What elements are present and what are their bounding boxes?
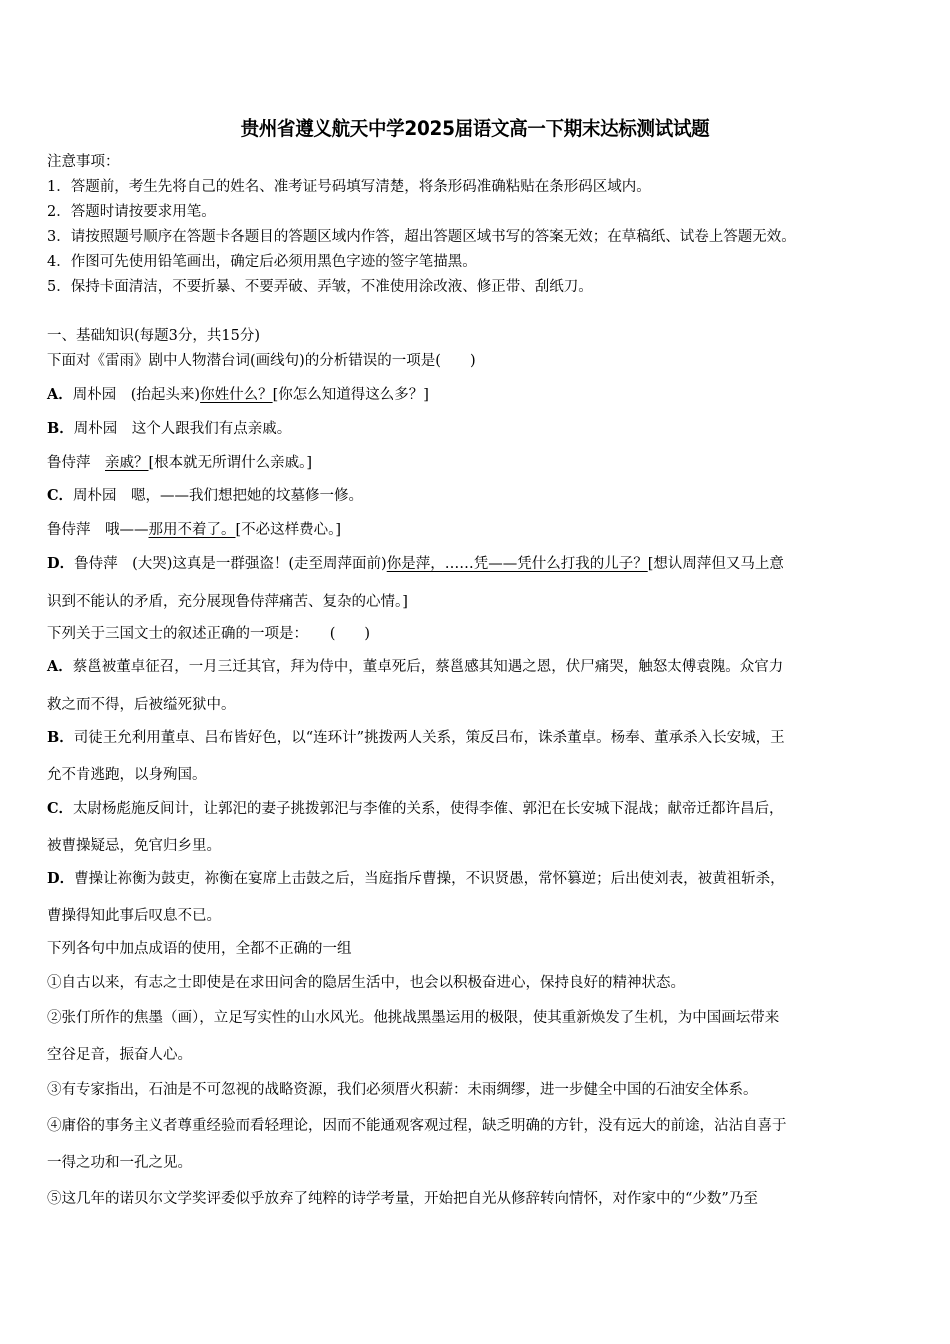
q1-option-b-post: [根本就无所谓什么亲戚。]	[148, 455, 313, 471]
notice-item-4: 4．作图可先使用铅笔画出，确定后必须用黑色字迹的签字笔描黑。	[47, 254, 477, 270]
q3-sentence-2: ②张仃所作的焦墨（画），立足写实性的山水风光。他挑战黑墨运用的极限，使其重新焕发了生机，为中国画坛带来	[47, 1010, 780, 1026]
q1-option-c-line2	[47, 520, 341, 540]
section-heading: 一、基础知识(每题3分，共15分)	[47, 328, 260, 344]
question-2-stem: 下列关于三国文士的叙述正确的一项是： ( )	[47, 626, 371, 642]
q1-option-d-line2: 识到不能认的矛盾，充分展现鲁侍萍痛苦、复杂的心情。]	[47, 594, 408, 610]
q2-option-a	[47, 657, 783, 677]
q1-option-c-underlined: 那用不着了。	[148, 522, 236, 538]
q1-option-d-label: D．	[47, 555, 75, 572]
q2-option-a-label: A．	[47, 658, 73, 675]
q3-sentence-4: ④庸俗的事务主义者尊重经验而看轻理论，因而不能通观客观过程，缺乏明确的方针，没有远大的前途，沾沾自喜于	[47, 1118, 787, 1134]
q2-option-c-line2: 被曹操疑忌，免官归乡里。	[47, 838, 221, 854]
q2-option-b-line2: 允不肯逃跑，以身殉国。	[47, 767, 207, 783]
q2-option-b-label: B．	[47, 729, 74, 746]
q1-option-b-underlined: 亲戚？	[105, 455, 149, 471]
q2-option-d-label: D．	[47, 870, 75, 887]
q3-sentence-4-line2: 一得之功和一孔之见。	[47, 1155, 192, 1171]
notice-item-5: 5．保持卡面清洁，不要折暴、不要弄破、弄皱，不准使用涂改液、修正带、刮纸刀。	[47, 279, 593, 295]
q1-option-d-underlined: 你是萍，……凭——凭什么打我的儿子？	[386, 556, 648, 572]
q2-option-a-line2: 救之而不得，后被缢死狱中。	[47, 697, 236, 713]
q1-option-b-label: B．	[47, 420, 74, 437]
notice-item-3: 3．请按照题号顺序在答题卡各题目的答题区域内作答，超出答题区域书写的答案无效；在草稿纸、试卷上答题无效。	[47, 229, 796, 245]
q2-option-c	[47, 799, 784, 819]
q1-option-a-underlined: 你姓什么？	[200, 387, 273, 403]
q1-option-d	[47, 554, 784, 574]
q2-option-c-text: 太尉杨彪施反间计，让郭汜的妻子挑拨郭汜与李傕的关系，使得李傕、郭汜在长安城下混战；献帝迁都许昌后，	[73, 801, 784, 817]
q1-option-a-post: [你怎么知道得这么多？]	[272, 387, 429, 403]
q3-sentence-3: ③有专家指出，石油是不可忽视的战略资源，我们必须厝火积薪：未雨绸缪，进一步健全中国的石油安全体系。	[47, 1082, 758, 1098]
q1-option-a-pre: 周朴园 (抬起头来)	[72, 387, 201, 403]
q2-option-d-line2: 曹操得知此事后叹息不已。	[47, 908, 221, 924]
notice-item-1: 1．答题前，考生先将自己的姓名、准考证号码填写清楚，将条形码准确粘贴在条形码区域内。	[47, 179, 651, 195]
q2-option-d	[47, 869, 785, 889]
q2-option-b-text: 司徒王允利用董卓、吕布皆好色，以“连环计”挑拨两人关系，策反吕布，诛杀董卓。杨奉、董承杀入长安城，王	[73, 730, 785, 746]
q2-option-c-label: C．	[47, 800, 74, 817]
question-3-stem: 下列各句中加点成语的使用，全都不正确的一组	[47, 941, 352, 957]
q1-option-b	[47, 419, 291, 439]
question-1-stem: 下面对《雷雨》剧中人物潜台词(画线句)的分析错误的一项是( )	[47, 353, 476, 369]
q2-option-d-text: 曹操让祢衡为鼓吏，祢衡在宴席上击鼓之后，当庭指斥曹操，不识贤愚，常怀篡逆；后出使刘表，被黄祖斩杀，	[74, 871, 785, 887]
q1-option-b-pre: 鲁侍萍	[47, 455, 105, 471]
notice-heading: 注意事项：	[47, 154, 120, 170]
q3-sentence-2-line2: 空谷足音，振奋人心。	[47, 1047, 192, 1063]
q1-option-c-label: C．	[47, 487, 74, 504]
q3-sentence-5: ⑤这几年的诺贝尔文学奖评委似乎放弃了纯粹的诗学考量，开始把自光从修辞转向情怀，对作家中的“少数”乃至	[47, 1191, 758, 1207]
exam-title: 贵州省遵义航天中学2025届语文高一下期末达标测试试题	[240, 117, 710, 140]
notice-item-2: 2．答题时请按要求用笔。	[47, 204, 216, 220]
q2-option-b	[47, 728, 785, 748]
q2-option-a-text: 蔡邕被董卓征召，一月三迁其官，拜为侍中，董卓死后，蔡邕感其知遇之恩，伏尸痛哭，触怒太傅袁隗。众官力	[72, 659, 784, 675]
q1-option-b-line2	[47, 453, 312, 473]
q3-sentence-1: ①自古以来，有志之士即使是在求田问舍的隐居生活中，也会以积极奋进心，保持良好的精神状态。	[47, 975, 685, 991]
q1-option-c-text: 周朴园 嗯，——我们想把她的坟墓修一修。	[73, 488, 364, 504]
q1-option-c-pre: 鲁侍萍 哦——	[47, 522, 149, 538]
q1-option-c-post: [不必这样费心。]	[235, 522, 342, 538]
q1-option-d-post: [想认周萍但又马上意	[647, 556, 784, 572]
q1-option-b-text: 周朴园 这个人跟我们有点亲戚。	[73, 421, 292, 437]
q1-option-c	[47, 486, 363, 506]
q1-option-d-pre: 鲁侍萍 (大哭)这真是一群强盗！(走至周萍面前)	[74, 556, 387, 572]
q1-option-a-label: A．	[47, 386, 73, 403]
q1-option-a	[47, 385, 429, 405]
